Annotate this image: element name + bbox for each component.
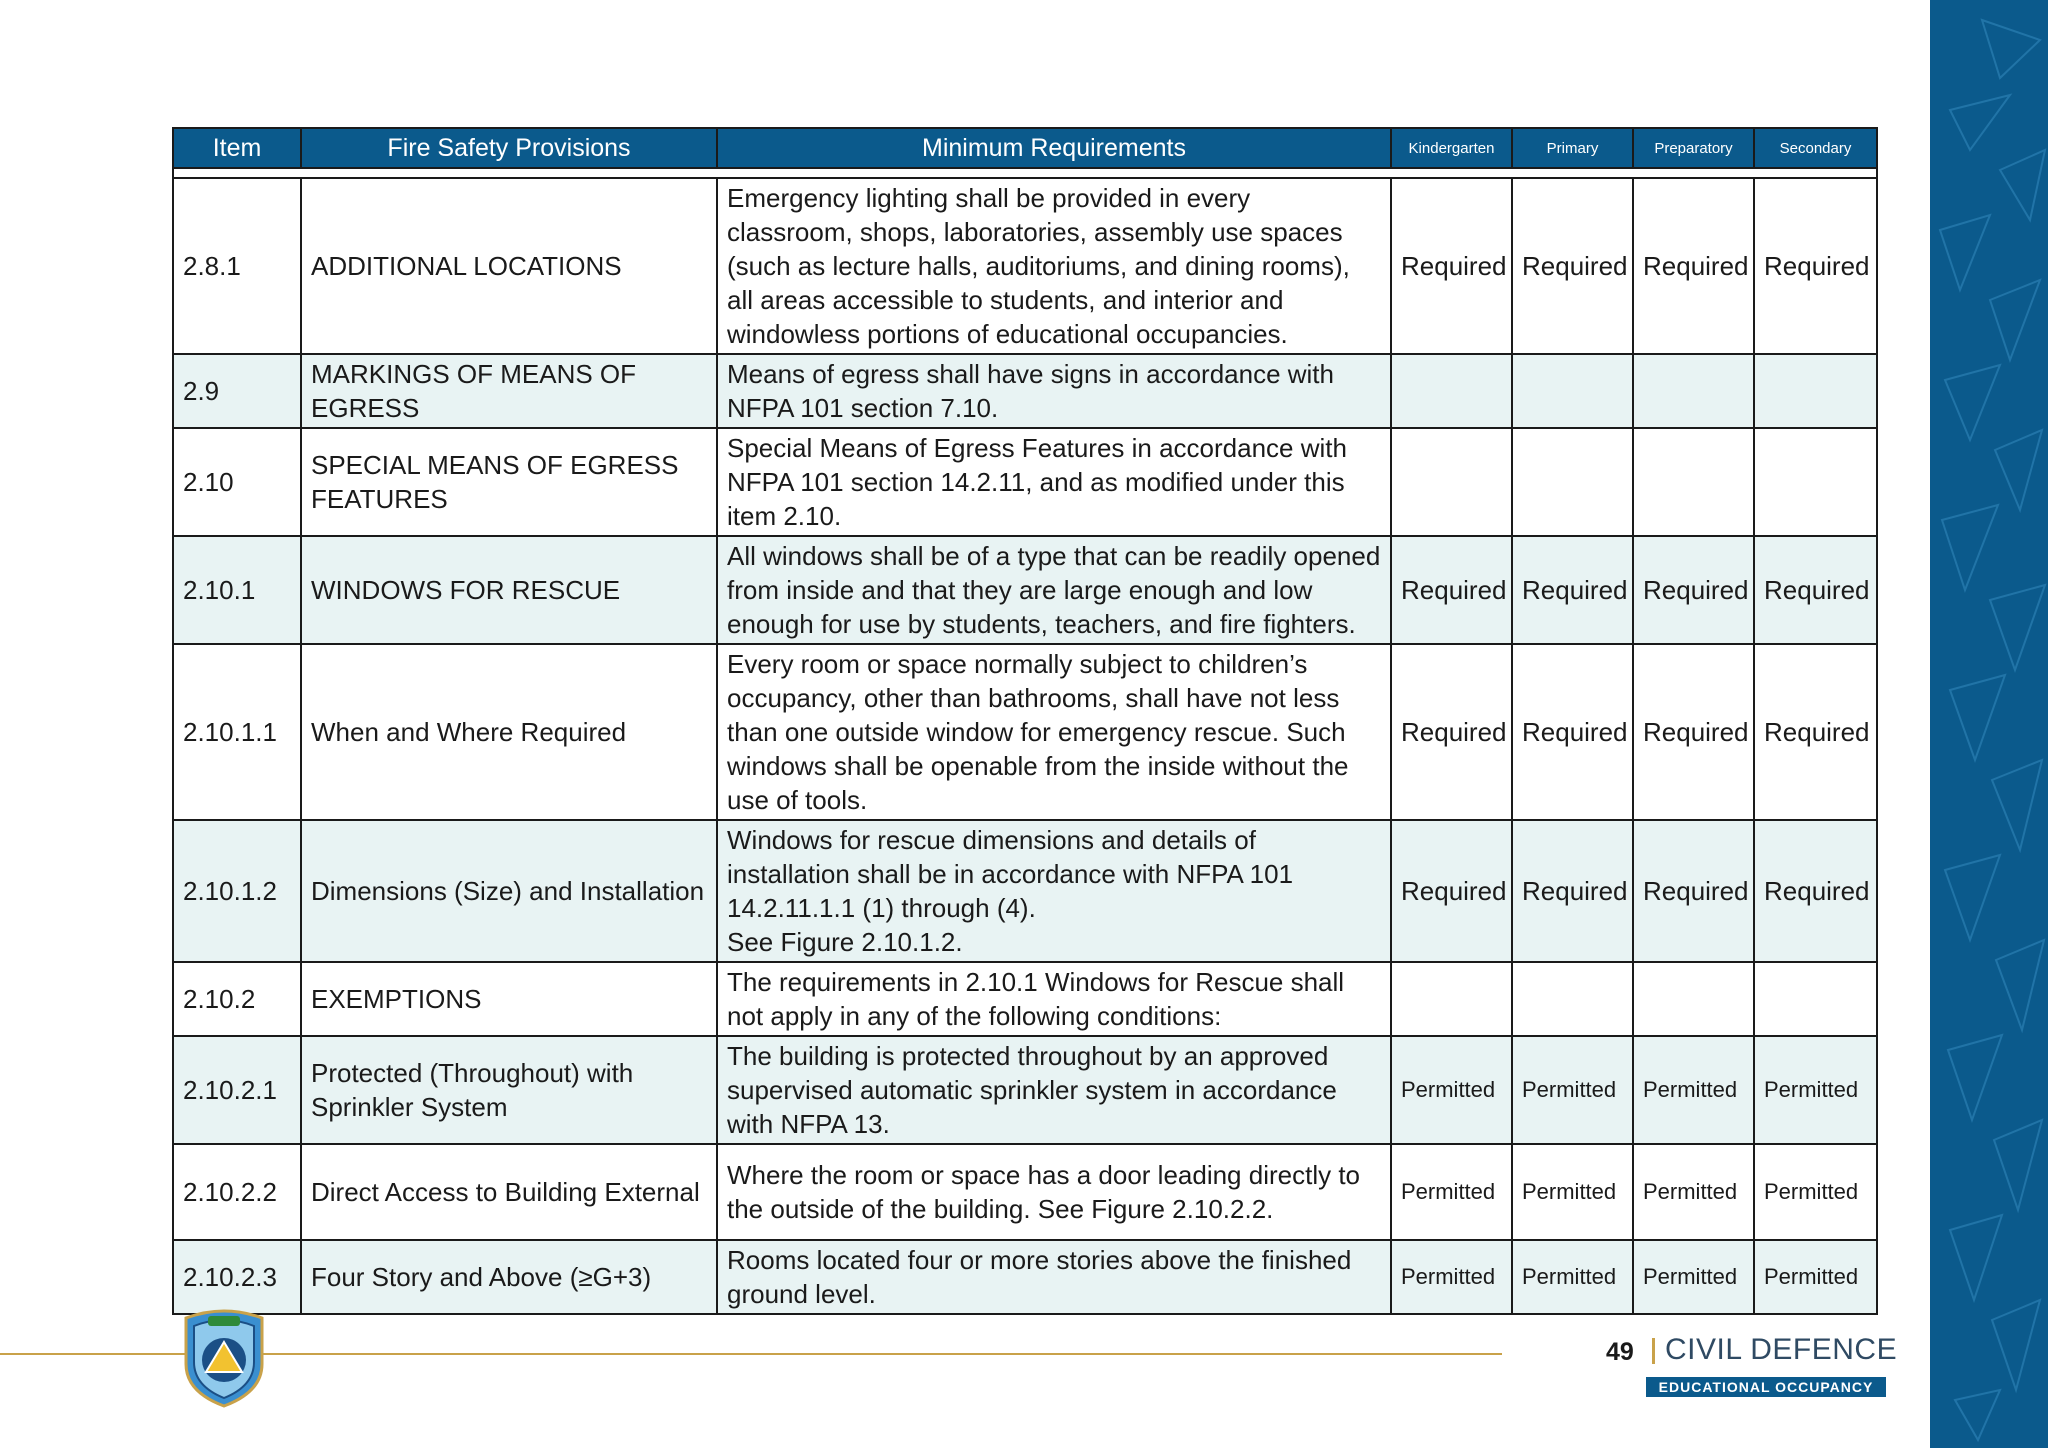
- secondary-status: Required: [1754, 536, 1877, 644]
- provision: ADDITIONAL LOCATIONS: [301, 178, 717, 354]
- table-row: [173, 354, 1877, 428]
- page-number: 49: [1606, 1338, 1634, 1366]
- table-row: [173, 178, 1877, 354]
- item-number: 2.10.2: [173, 962, 301, 1036]
- secondary-status: [1754, 428, 1877, 536]
- secondary-status: Permitted: [1754, 1144, 1877, 1240]
- header-row: [173, 128, 1877, 168]
- primary-status: [1512, 428, 1633, 536]
- primary-status: Required: [1512, 644, 1633, 820]
- item-number: 2.9: [173, 354, 301, 428]
- preparatory-status: [1633, 962, 1754, 1036]
- secondary-status: Required: [1754, 820, 1877, 962]
- provision: When and Where Required: [301, 644, 717, 820]
- kindergarten-status: [1391, 428, 1512, 536]
- secondary-status: [1754, 962, 1877, 1036]
- kindergarten-status: [1391, 962, 1512, 1036]
- preparatory-status: Permitted: [1633, 1144, 1754, 1240]
- requirement: The requirements in 2.10.1 Windows for Rescue shall not apply in any of the following conditions:: [717, 962, 1391, 1036]
- provision: WINDOWS FOR RESCUE: [301, 536, 717, 644]
- primary-status: [1512, 354, 1633, 428]
- secondary-status: Required: [1754, 178, 1877, 354]
- fire-safety-table: [172, 127, 1878, 1315]
- kindergarten-status: Permitted: [1391, 1036, 1512, 1144]
- kindergarten-status: Required: [1391, 536, 1512, 644]
- preparatory-status: [1633, 354, 1754, 428]
- table-row: [173, 428, 1877, 536]
- provision: Protected (Throughout) with Sprinkler System: [301, 1036, 717, 1144]
- figure-reference: See Figure 2.10.1.2.: [727, 927, 963, 957]
- item-number: 2.10.2.2: [173, 1144, 301, 1240]
- secondary-status: Permitted: [1754, 1240, 1877, 1314]
- preparatory-status: Required: [1633, 644, 1754, 820]
- requirement-text: Windows for rescue dimensions and details of installation shall be in accordance with NFPA 101 14.2.11.1.1 (1) through (4).: [727, 825, 1294, 923]
- item-number: 2.10: [173, 428, 301, 536]
- requirement: [717, 820, 1391, 962]
- footer-separator: [1652, 1338, 1655, 1364]
- table-row: [173, 1240, 1877, 1314]
- kindergarten-status: Required: [1391, 820, 1512, 962]
- requirement: The building is protected throughout by an approved supervised automatic sprinkler system in accordance with NFPA 13.: [717, 1036, 1391, 1144]
- primary-status: Permitted: [1512, 1036, 1633, 1144]
- primary-status: Permitted: [1512, 1240, 1633, 1314]
- preparatory-status: Permitted: [1633, 1240, 1754, 1314]
- col-header-secondary: Secondary: [1754, 128, 1877, 168]
- provision: SPECIAL MEANS OF EGRESS FEATURES: [301, 428, 717, 536]
- secondary-status: Required: [1754, 644, 1877, 820]
- requirement: Every room or space normally subject to children’s occupancy, other than bathrooms, shall have not less than one outside window for emergency rescue. Such windows shall be openable from the inside without the use of tools.: [717, 644, 1391, 820]
- secondary-status: Permitted: [1754, 1036, 1877, 1144]
- preparatory-status: Required: [1633, 820, 1754, 962]
- col-header-item: Item: [173, 128, 301, 168]
- requirement: Rooms located four or more stories above the finished ground level.: [717, 1240, 1391, 1314]
- triangle-pattern-icon: [1930, 0, 2048, 1448]
- primary-status: Required: [1512, 820, 1633, 962]
- civil-defence-emblem-icon: [178, 1306, 270, 1408]
- preparatory-status: Permitted: [1633, 1036, 1754, 1144]
- kindergarten-status: [1391, 354, 1512, 428]
- item-number: 2.10.2.3: [173, 1240, 301, 1314]
- secondary-status: [1754, 354, 1877, 428]
- primary-status: [1512, 962, 1633, 1036]
- kindergarten-status: Required: [1391, 178, 1512, 354]
- table-row: [173, 1036, 1877, 1144]
- provision: Four Story and Above (≥G+3): [301, 1240, 717, 1314]
- table-row: [173, 1144, 1877, 1240]
- kindergarten-status: Permitted: [1391, 1144, 1512, 1240]
- table-row: [173, 820, 1877, 962]
- provision: EXEMPTIONS: [301, 962, 717, 1036]
- table-row: [173, 644, 1877, 820]
- decorative-sidebar: [1930, 0, 2048, 1448]
- requirement: Where the room or space has a door leading directly to the outside of the building. See Figure 2.10.2.2.: [717, 1144, 1391, 1240]
- item-number: 2.10.1: [173, 536, 301, 644]
- kindergarten-status: Permitted: [1391, 1240, 1512, 1314]
- primary-status: Required: [1512, 536, 1633, 644]
- item-number: 2.10.1.2: [173, 820, 301, 962]
- table-row: [173, 962, 1877, 1036]
- section-badge: EDUCATIONAL OCCUPANCY: [1646, 1377, 1886, 1397]
- provision: Direct Access to Building External: [301, 1144, 717, 1240]
- preparatory-status: [1633, 428, 1754, 536]
- item-number: 2.8.1: [173, 178, 301, 354]
- table-row: [173, 536, 1877, 644]
- col-header-provisions: Fire Safety Provisions: [301, 128, 717, 168]
- brand-title: CIVIL DEFENCE: [1665, 1333, 1898, 1366]
- col-header-primary: Primary: [1512, 128, 1633, 168]
- col-header-kindergarten: Kindergarten: [1391, 128, 1512, 168]
- kindergarten-status: Required: [1391, 644, 1512, 820]
- col-header-requirements: Minimum Requirements: [717, 128, 1391, 168]
- requirement: Means of egress shall have signs in accordance with NFPA 101 section 7.10.: [717, 354, 1391, 428]
- item-number: 2.10.1.1: [173, 644, 301, 820]
- preparatory-status: Required: [1633, 178, 1754, 354]
- item-number: 2.10.2.1: [173, 1036, 301, 1144]
- requirement: All windows shall be of a type that can be readily opened from inside and that they are large enough and low enough for use by students, teachers, and fire fighters.: [717, 536, 1391, 644]
- primary-status: Required: [1512, 178, 1633, 354]
- col-header-preparatory: Preparatory: [1633, 128, 1754, 168]
- provision: MARKINGS OF MEANS OF EGRESS: [301, 354, 717, 428]
- primary-status: Permitted: [1512, 1144, 1633, 1240]
- preparatory-status: Required: [1633, 536, 1754, 644]
- requirement: Emergency lighting shall be provided in every classroom, shops, laboratories, assembly use spaces (such as lecture halls, auditoriums, and dining rooms), all areas accessible to students, and interior and windowless portions of educational occupancies.: [717, 178, 1391, 354]
- provision: Dimensions (Size) and Installation: [301, 820, 717, 962]
- requirement: Special Means of Egress Features in accordance with NFPA 101 section 14.2.11, and as modified under this item 2.10.: [717, 428, 1391, 536]
